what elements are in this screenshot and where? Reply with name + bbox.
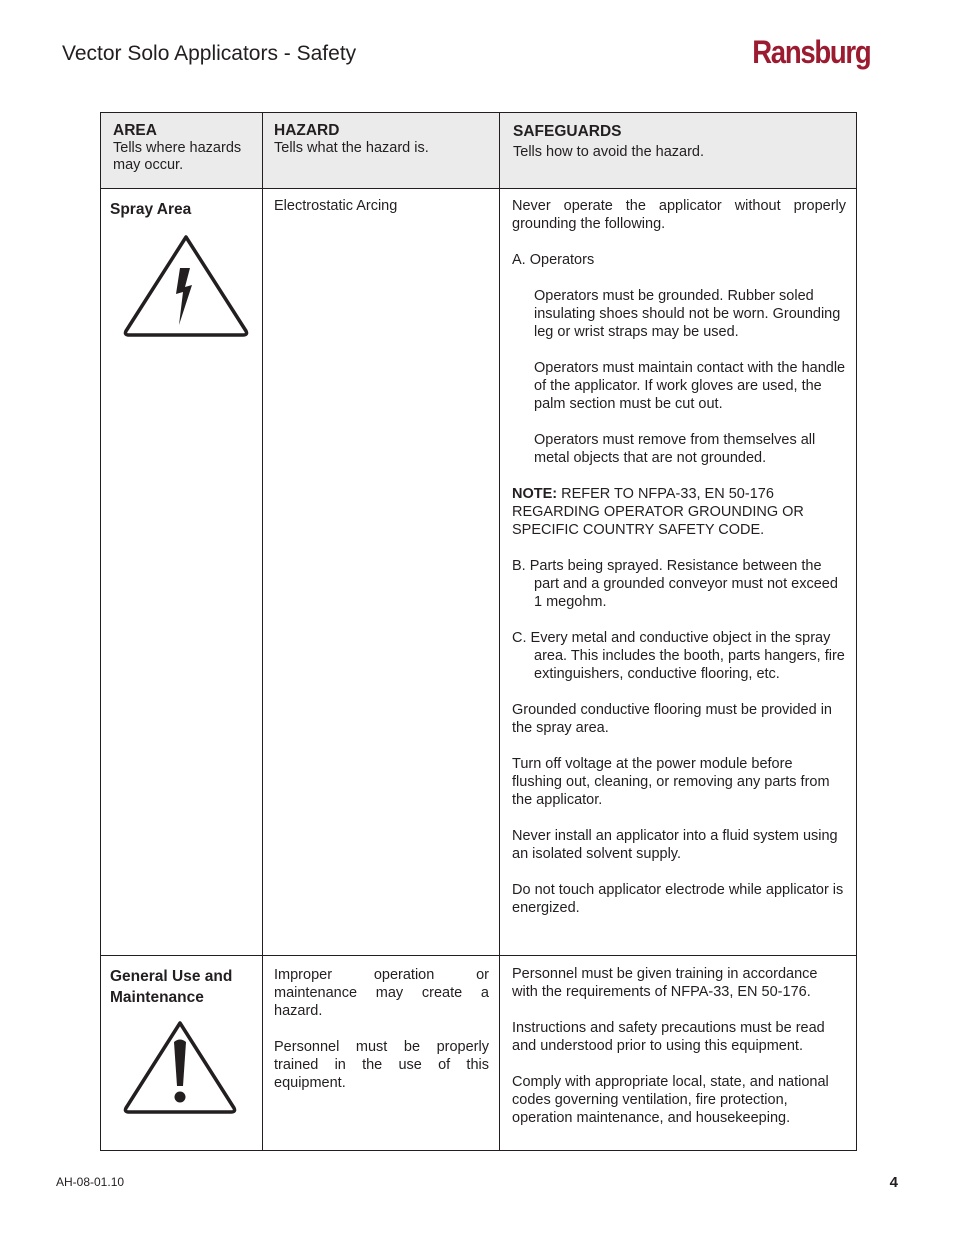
column-title: AREA [113,122,157,139]
hazard-cell [263,956,500,1151]
safeguard-text: C. Every metal and conductive object in the spray area. This includes the booth, parts hangers, fire extinguishers, conductive flooring, etc. [512,630,845,682]
safety-table [100,112,857,1151]
safeguard-text: Operators must maintain contact with the handle of the applicator. If work gloves are used, the palm section must be cut out. [534,360,846,412]
exclamation-warning-icon [122,1018,238,1116]
area-cell [101,956,263,1151]
safeguard-text: A. Operators [512,252,595,268]
document-title: Vector Solo Applicators - Safety [62,42,357,65]
safeguards-column-header [500,113,857,189]
safeguard-text: Operators must remove from themselves all metal objects that are not grounded. [534,432,816,466]
safeguard-text: Turn off voltage at the power module before flushing out, cleaning, or removing any parts from the applicator. [512,756,830,808]
hazard-text: Electrostatic Arcing [274,198,398,214]
safeguard-text: Do not touch applicator electrode while applicator is energized. [512,882,844,916]
safeguards-cell [500,956,857,1151]
hazard-cell [263,189,500,956]
high-voltage-warning-icon [122,230,250,340]
safeguard-text: Comply with appropriate local, state, and national codes governing ventilation, fire protection, operation maintenance, and housekeeping. [512,1074,829,1126]
safeguard-text: Never install an applicator into a fluid system using an isolated solvent supply. [512,828,838,862]
area-name: Spray Area [110,201,192,218]
column-subtitle: Tells how to avoid the hazard. [513,144,705,160]
table-row [101,189,857,956]
note-text: REFER TO NFPA-33, EN 50-176 REGARDING OPERATOR GROUNDING OR SPECIFIC COUNTRY SAFETY CODE. [512,486,804,538]
document-code: AH-08-01.10 [56,1175,125,1189]
safeguard-text: Grounded conductive flooring must be provided in the spray area. [512,702,832,736]
safety-note [512,485,846,539]
page-number: 4 [889,1174,898,1191]
area-cell [101,189,263,956]
safeguard-text: Operators must be grounded. Rubber soled insulating shoes should not be worn. Grounding leg or wrist straps may be used. [534,288,841,340]
brand-logo: Ransburg [751,34,870,70]
safeguard-text: Never operate the applicator without properly grounding the following. [512,198,846,232]
hazard-text: Personnel must be properly trained in the use of this equipment. [274,1039,489,1091]
safeguard-text: Instructions and safety precautions must be read and understood prior to using this equipment. [512,1020,825,1054]
safeguards-cell [500,189,857,956]
note-label: NOTE: [512,486,558,502]
area-column-header [101,113,263,189]
safeguard-text: Personnel must be given training in accordance with the requirements of NFPA-33, EN 50-176. [512,966,818,1000]
column-subtitle: Tells what the hazard is. [274,140,429,156]
table-header-row [101,113,857,189]
hazard-column-header [263,113,500,189]
table-row [101,956,857,1151]
column-title: HAZARD [274,122,340,139]
area-name: General Use and Maintenance [110,968,233,1006]
column-title: SAFEGUARDS [513,123,622,140]
safeguard-text: B. Parts being sprayed. Resistance between the part and a grounded conveyor must not exceed 1 megohm. [512,558,838,610]
hazard-text: Improper operation or maintenance may create a hazard. [274,967,489,1019]
column-subtitle: Tells where hazards may occur. [113,140,242,173]
